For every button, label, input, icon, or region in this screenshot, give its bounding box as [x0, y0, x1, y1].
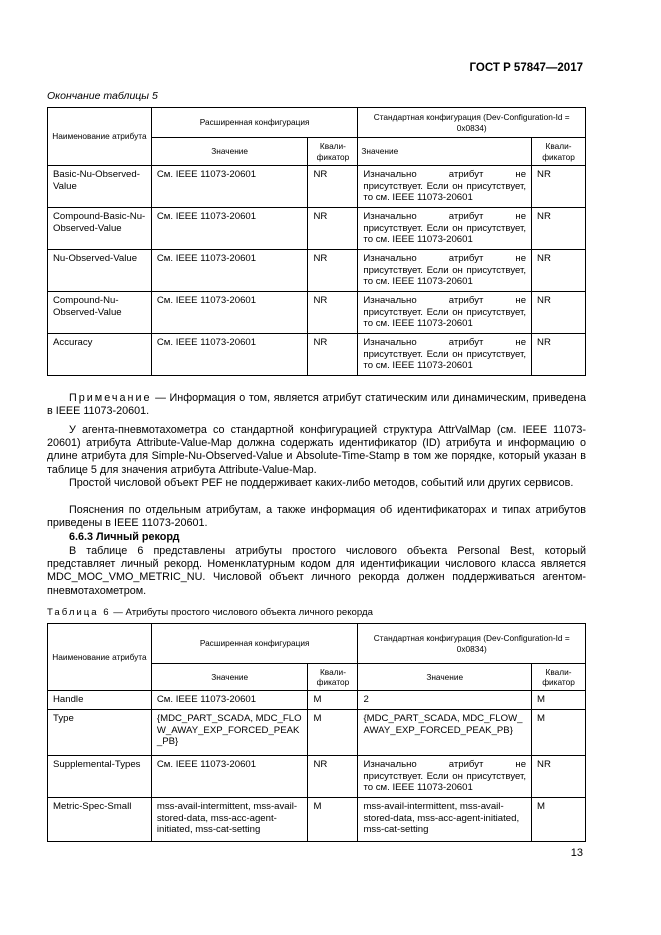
attr-name: Type	[48, 710, 152, 756]
ext-value: mss-avail-intermittent, mss-avail-stored-data, mss-acc-agent-initiated, mss-cat-setting	[151, 798, 308, 842]
col-header-ext-qualifier: Квали-фикатор	[308, 138, 358, 166]
col-header-name: Наименование атрибута	[48, 624, 152, 691]
table6-caption-text: — Атрибуты простого числового объекта личного рекорда	[110, 607, 373, 618]
page-number: 13	[570, 847, 583, 859]
attr-name: Handle	[48, 691, 152, 710]
ext-qualifier: NR	[308, 250, 358, 292]
std-qualifier: NR	[532, 292, 586, 334]
attr-name: Basic-Nu-Observed-Value	[48, 166, 152, 208]
std-value: Изначально атрибут не присутствует. Если он присутствует, то см. IEEE 11073-20601	[358, 166, 532, 208]
attr-name: Nu-Observed-Value	[48, 250, 152, 292]
std-value: {MDC_PART_SCADA, MDC_FLOW_AWAY_EXP_FORCED_PEAK_PB}	[358, 710, 532, 756]
std-qualifier: M	[532, 691, 586, 710]
ext-value: См. IEEE 11073-20601	[151, 756, 308, 798]
std-qualifier: NR	[532, 334, 586, 376]
std-value: Изначально атрибут не присутствует. Если он присутствует, то см. IEEE 11073-20601	[358, 292, 532, 334]
table-row	[48, 798, 586, 842]
std-value: mss-avail-intermittent, mss-avail-stored-data, mss-acc-agent-initiated, mss-cat-setting	[358, 798, 532, 842]
ext-value: {MDC_PART_SCADA, MDC_FLOW_AWAY_EXP_FORCED_PEAK_PB}	[151, 710, 308, 756]
section-heading: 6.6.3 Личный рекорд	[69, 531, 180, 543]
ext-value: См. IEEE 11073-20601	[151, 208, 308, 250]
ext-value: См. IEEE 11073-20601	[151, 292, 308, 334]
col-header-ext-value: Значение	[151, 664, 308, 691]
table-5	[47, 107, 586, 376]
std-value: Изначально атрибут не присутствует. Если он присутствует, то см. IEEE 11073-20601	[358, 208, 532, 250]
col-header-standard: Стандартная конфигурация (Dev-Configuration-Id = 0x0834)	[358, 624, 586, 664]
paragraph: Пояснения по отдельным атрибутам, а также информация об идентификаторах и типах атрибутов приведены в IEEE 11073-20601.	[47, 504, 586, 530]
attr-name: Supplemental-Types	[48, 756, 152, 798]
table-row	[48, 250, 586, 292]
note-label: Примечание	[69, 392, 152, 404]
ext-qualifier: NR	[308, 756, 358, 798]
std-value: Изначально атрибут не присутствует. Если он присутствует, то см. IEEE 11073-20601	[358, 756, 532, 798]
table-row	[48, 292, 586, 334]
ext-qualifier: M	[308, 710, 358, 756]
col-header-extended: Расширенная конфигурация	[151, 108, 358, 138]
table6-caption	[47, 607, 373, 618]
attr-name: Accuracy	[48, 334, 152, 376]
table-row	[48, 756, 586, 798]
table-row	[48, 691, 586, 710]
ext-qualifier: NR	[308, 334, 358, 376]
col-header-std-qualifier: Квали-фикатор	[532, 138, 586, 166]
std-qualifier: NR	[532, 250, 586, 292]
attr-name: Compound-Basic-Nu-Observed-Value	[48, 208, 152, 250]
attr-name: Metric-Spec-Small	[48, 798, 152, 842]
std-value: 2	[358, 691, 532, 710]
ext-qualifier: M	[308, 798, 358, 842]
std-value: Изначально атрибут не присутствует. Если он присутствует, то см. IEEE 11073-20601	[358, 250, 532, 292]
table-row	[48, 334, 586, 376]
note-text: — Информация о том, является атрибут статическим или динамическим, приведена в IEEE 11073-20601.	[47, 392, 586, 418]
std-qualifier: NR	[532, 166, 586, 208]
col-header-name: Наименование атрибута	[48, 108, 152, 166]
table-note	[47, 392, 586, 418]
table-row	[48, 166, 586, 208]
table-row	[48, 710, 586, 756]
col-header-ext-qualifier: Квали-фикатор	[308, 664, 358, 691]
paragraph: В таблице 6 представлены атрибуты простого числового объекта Personal Best, который представляет личный рекорд. Номенклатурным кодом для идентификации числового класса является MDC_MOC_VMO_METRIC_NU. Числовой объект личного рекорда должен поддерживаться агентом-пневмотахометром.	[47, 545, 586, 597]
col-header-ext-value: Значение	[151, 138, 308, 166]
col-header-extended: Расширенная конфигурация	[151, 624, 358, 664]
std-value: Изначально атрибут не присутствует. Если он присутствует, то см. IEEE 11073-20601	[358, 334, 532, 376]
ext-value: См. IEEE 11073-20601	[151, 691, 308, 710]
table5-caption: Окончание таблицы 5	[47, 90, 158, 102]
std-qualifier: NR	[532, 756, 586, 798]
col-header-standard: Стандартная конфигурация (Dev-Configuration-Id = 0x0834)	[358, 108, 586, 138]
std-qualifier: NR	[532, 208, 586, 250]
col-header-std-value: Значение	[358, 664, 532, 691]
standard-number: ГОСТ Р 57847—2017	[469, 62, 583, 74]
ext-qualifier: M	[308, 691, 358, 710]
attr-name: Compound-Nu-Observed-Value	[48, 292, 152, 334]
table-6	[47, 623, 586, 842]
table-row	[48, 208, 586, 250]
col-header-std-qualifier: Квали-фикатор	[532, 664, 586, 691]
std-qualifier: M	[532, 710, 586, 756]
paragraph: Простой числовой объект PEF не поддерживает каких-либо методов, событий или других сервисов.	[69, 477, 574, 489]
table6-caption-label: Таблица 6	[47, 607, 111, 618]
ext-qualifier: NR	[308, 208, 358, 250]
std-qualifier: M	[532, 798, 586, 842]
col-header-std-value: Значение	[358, 138, 532, 166]
ext-value: См. IEEE 11073-20601	[151, 250, 308, 292]
ext-value: См. IEEE 11073-20601	[151, 334, 308, 376]
ext-qualifier: NR	[308, 292, 358, 334]
paragraph: У агента-пневмотахометра со стандартной конфигурацией структура AttrValMap (см. IEEE 11073-20601) атрибута Attribute-Value-Map должна содержать идентификатор (ID) атрибута и информацию о длине атрибута для Simple-Nu-Observed-Value и Absolute-Time-Stamp в том же порядке, который указан в таблице 5 для значения атрибута Attribute-Value-Map.	[47, 424, 586, 476]
ext-qualifier: NR	[308, 166, 358, 208]
ext-value: См. IEEE 11073-20601	[151, 166, 308, 208]
